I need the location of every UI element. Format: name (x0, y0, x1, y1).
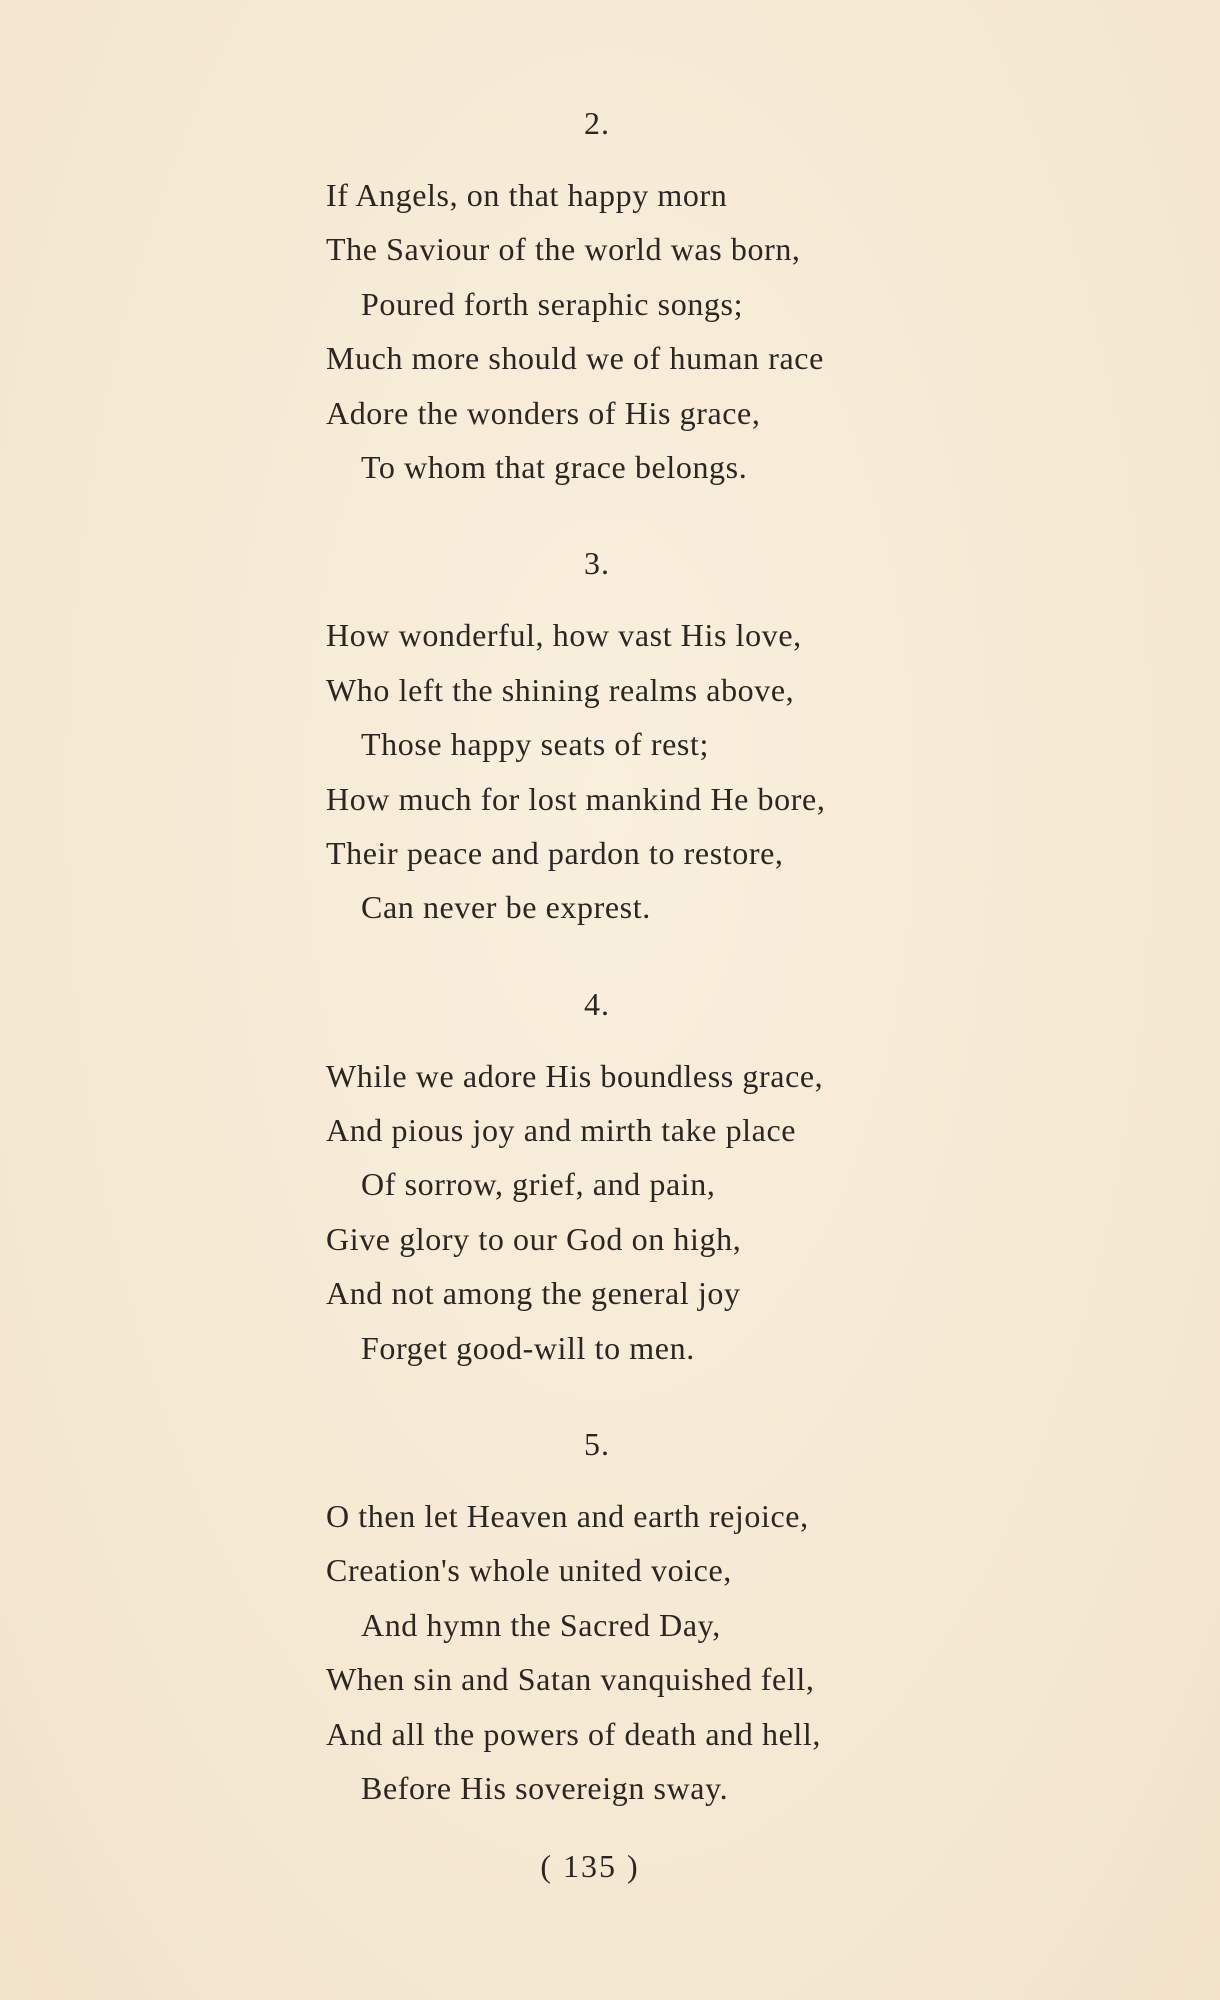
stanza (326, 979, 966, 1375)
page-number: ( 135 ) (540, 1848, 640, 1884)
verse-line: To whom that grace belongs. (361, 448, 748, 485)
verse-line: If Angels, on that happy morn (326, 177, 728, 213)
verse-line: When sin and Satan vanquished fell, (326, 1661, 815, 1698)
verse-line: Forget good-will to men. (361, 1329, 695, 1366)
verse-line: The Saviour of the world was born, (326, 231, 801, 268)
verse-line: Can never be exprest. (361, 889, 651, 926)
verse-line: Before His sovereign sway. (361, 1769, 729, 1806)
stanza-lines (326, 1489, 966, 1815)
verse-line: Poured forth seraphic songs; (361, 285, 744, 322)
verse-line: Much more should we of human race (326, 340, 824, 377)
verse-line: Of sorrow, grief, and pain, (361, 1166, 716, 1203)
verse-line: Creation's whole united voice, (326, 1552, 732, 1589)
verse-line: And hymn the Sacred Day, (361, 1606, 721, 1643)
verse-line: Their peace and pardon to restore, (326, 834, 784, 871)
stanza-lines (326, 608, 966, 934)
stanza-number: 5. (584, 1426, 610, 1463)
stanza-number: 4. (584, 985, 610, 1022)
verse-line: And not among the general joy (326, 1275, 741, 1312)
verse-line: How wonderful, how vast His love, (326, 617, 802, 654)
verse-line: While we adore His boundless grace, (326, 1057, 824, 1094)
verse-line: Give glory to our God on high, (326, 1220, 742, 1257)
verse-line: Adore the wonders of His grace, (326, 394, 761, 431)
verse-line: How much for lost mankind He bore, (326, 780, 826, 817)
verse-line: And pious joy and mirth take place (326, 1112, 797, 1149)
verse-line: O then let Heaven and earth rejoice, (326, 1498, 809, 1535)
stanza (326, 538, 966, 934)
stanza-lines (326, 1049, 966, 1375)
verse-line: Those happy seats of rest; (361, 726, 709, 763)
poem-body (326, 98, 966, 1859)
stanza-number: 2. (584, 105, 610, 141)
verse-line: Who left the shining realms above, (326, 671, 795, 708)
stanza (326, 98, 966, 494)
stanza-number: 3. (584, 545, 610, 582)
stanza-lines (326, 168, 966, 494)
verse-line: And all the powers of death and hell, (326, 1715, 821, 1752)
stanza (326, 1419, 966, 1815)
